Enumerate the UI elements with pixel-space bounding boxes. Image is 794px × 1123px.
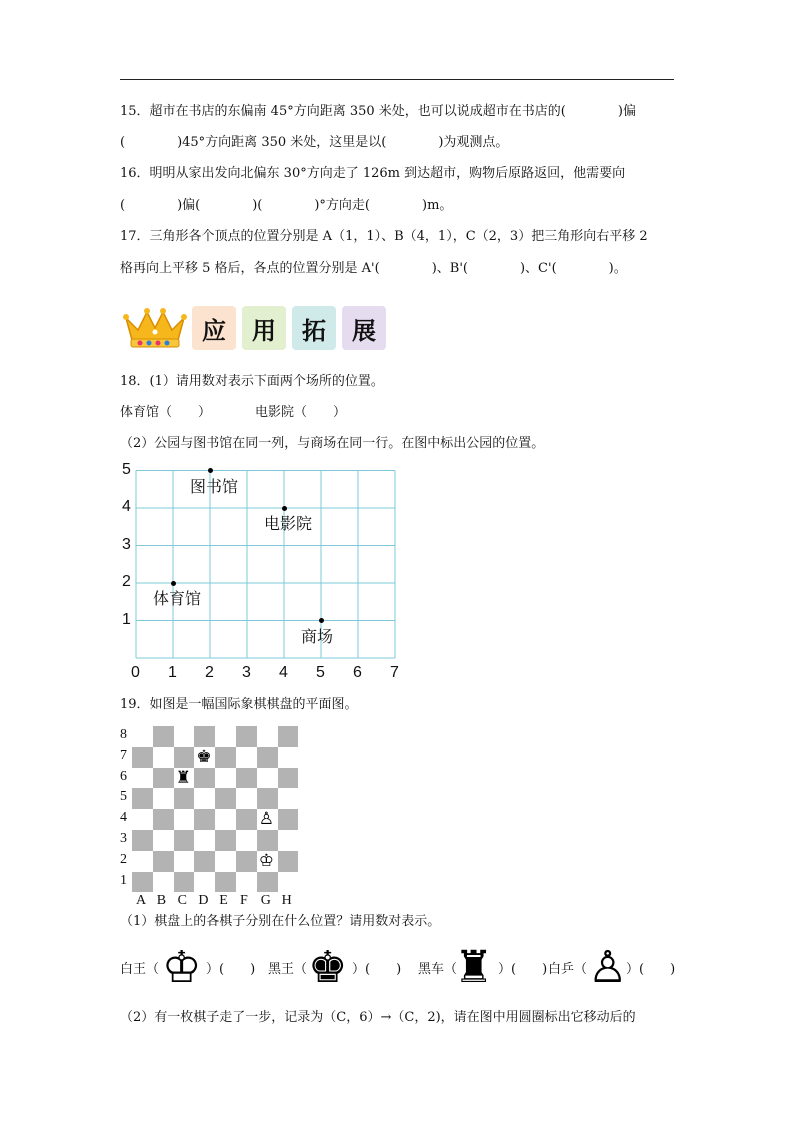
white-pawn-piece-icon: ♙ bbox=[258, 809, 275, 830]
header-char-ying: 应 bbox=[192, 306, 236, 350]
board-square bbox=[194, 872, 215, 893]
black-king-icon: ♚ bbox=[308, 942, 348, 993]
board-square bbox=[194, 809, 215, 830]
place-label: 商场 bbox=[301, 626, 334, 646]
board-square bbox=[132, 747, 153, 768]
x-axis-label: 1 bbox=[168, 664, 177, 681]
question-19-part-1: （1）棋盘上的各棋子分别在什么位置？请用数对表示。 bbox=[120, 914, 441, 929]
x-axis-label: 0 bbox=[131, 664, 140, 681]
x-axis-label: 7 bbox=[390, 664, 399, 681]
board-square bbox=[257, 788, 278, 809]
column-label: A bbox=[136, 893, 147, 909]
place-label: 电影院 bbox=[264, 514, 313, 533]
y-axis-label: 5 bbox=[122, 460, 131, 478]
board-square bbox=[132, 851, 153, 872]
white-king-blank: ）( ) bbox=[206, 962, 256, 977]
board-square bbox=[236, 768, 257, 789]
white-pawn-icon: ♙ bbox=[588, 942, 628, 993]
place-point bbox=[319, 618, 324, 623]
board-square bbox=[278, 747, 299, 768]
board-square bbox=[278, 809, 299, 830]
board-square bbox=[215, 768, 236, 789]
board-square bbox=[194, 830, 215, 851]
place-point bbox=[171, 581, 176, 586]
black-king-blank: ）( ) bbox=[352, 962, 402, 977]
board-square bbox=[153, 809, 174, 830]
gym-answer: 体育馆（ ） bbox=[120, 405, 212, 420]
black-rook-blank: ）( ) bbox=[498, 962, 548, 977]
black-rook-icon: ♜ bbox=[454, 942, 494, 993]
board-square bbox=[132, 726, 153, 747]
question-19-title: 19．如图是一幅国际象棋棋盘的平面图。 bbox=[120, 697, 358, 712]
board-square bbox=[153, 872, 174, 893]
board-square bbox=[132, 768, 153, 789]
board-square bbox=[257, 872, 278, 893]
question-15-line-1: 15．超市在书店的东偏南 45°方向距离 350 米处，也可以说成超市在书店的( )偏 bbox=[120, 104, 636, 119]
board-square bbox=[194, 851, 215, 872]
board-square bbox=[153, 768, 174, 789]
board-square bbox=[278, 830, 299, 851]
y-axis-label: 1 bbox=[122, 610, 131, 628]
board-square bbox=[278, 726, 299, 747]
x-axis-label: 5 bbox=[316, 664, 325, 681]
row-label: 7 bbox=[120, 747, 127, 763]
board-square bbox=[236, 851, 257, 872]
header-char-yong: 用 bbox=[242, 306, 286, 350]
x-axis-label: 2 bbox=[205, 664, 214, 681]
board-square bbox=[278, 768, 299, 789]
place-label: 体育馆 bbox=[153, 589, 202, 608]
board-square bbox=[257, 747, 278, 768]
place-point bbox=[282, 506, 287, 511]
black-rook-piece-icon: ♜ bbox=[175, 767, 191, 788]
x-axis-label: 3 bbox=[242, 664, 251, 681]
board-square bbox=[278, 851, 299, 872]
black-king-label: 黑王（ bbox=[268, 962, 308, 977]
board-square bbox=[215, 809, 236, 830]
question-16-line-2: ( )偏( )( )°方向走( )m。 bbox=[120, 198, 453, 213]
board-square bbox=[236, 788, 257, 809]
question-16-line-1: 16．明明从家出发向北偏东 30°方向走了 126m 到达超市，购物后原路返回，他需要向 bbox=[120, 166, 626, 181]
board-square bbox=[174, 747, 195, 768]
board-square bbox=[153, 747, 174, 768]
board-square bbox=[174, 830, 195, 851]
row-label: 4 bbox=[120, 810, 127, 826]
column-label: F bbox=[240, 893, 248, 909]
board-square bbox=[278, 872, 299, 893]
board-square bbox=[236, 830, 257, 851]
board-square bbox=[153, 726, 174, 747]
white-king-label: 白王（ bbox=[120, 962, 160, 977]
board-square bbox=[215, 726, 236, 747]
board-square bbox=[215, 872, 236, 893]
column-label: B bbox=[156, 893, 167, 909]
board-square bbox=[194, 726, 215, 747]
row-label: 6 bbox=[120, 768, 127, 784]
x-axis-label: 6 bbox=[353, 664, 362, 681]
header-char-tuo: 拓 bbox=[292, 306, 336, 350]
question-17-line-1: 17．三角形各个顶点的位置分别是 A（1，1）、B（4，1），C（2，3）把三角形向右平移 2 bbox=[120, 229, 648, 244]
place-point bbox=[208, 468, 213, 473]
white-king-piece-icon: ♔ bbox=[258, 850, 275, 871]
board-square bbox=[215, 830, 236, 851]
board-square bbox=[236, 872, 257, 893]
board-square bbox=[215, 788, 236, 809]
board-square bbox=[236, 726, 257, 747]
column-label: G bbox=[260, 893, 271, 909]
question-18-part-2: （2）公园与图书馆在同一列，与商场在同一行。在图中标出公园的位置。 bbox=[120, 436, 545, 451]
question-17-line-2: 格再向上平移 5 格后，各点的位置分别是 A'( )、B'( )、C'( )。 bbox=[120, 261, 627, 276]
board-square bbox=[174, 851, 195, 872]
column-label: H bbox=[281, 893, 292, 909]
y-axis-label: 2 bbox=[122, 573, 131, 590]
board-square bbox=[257, 768, 278, 789]
board-square bbox=[215, 851, 236, 872]
board-square bbox=[153, 788, 174, 809]
board-square bbox=[257, 830, 278, 851]
black-king-piece-icon: ♚ bbox=[196, 746, 212, 767]
board-square bbox=[174, 788, 195, 809]
column-label: C bbox=[177, 893, 187, 909]
black-rook-label: 黑车（ bbox=[418, 962, 458, 977]
board-square bbox=[236, 747, 257, 768]
question-19-part-2: （2）有一枚棋子走了一步，记录为（C，6）→（C，2)，请在图中用圆圈标出它移动后的 bbox=[120, 1010, 636, 1025]
question-15-line-2: ( )45°方向距离 350 米处，这里是以( )为观测点。 bbox=[120, 135, 509, 150]
board-square bbox=[132, 809, 153, 830]
question-18-part-1: 18．(1）请用数对表示下面两个场所的位置。 bbox=[120, 374, 384, 389]
column-label: D bbox=[198, 893, 209, 909]
row-label: 1 bbox=[120, 872, 127, 888]
white-pawn-blank: ）( ) bbox=[626, 962, 676, 977]
place-label: 图书馆 bbox=[190, 476, 239, 496]
header-char-zhan: 展 bbox=[342, 306, 386, 350]
board-square bbox=[278, 788, 299, 809]
white-pawn-label: 白乒（ bbox=[548, 962, 588, 977]
x-axis-label: 4 bbox=[279, 664, 288, 681]
column-label: E bbox=[219, 893, 228, 909]
board-square bbox=[174, 872, 195, 893]
board-square bbox=[257, 726, 278, 747]
y-axis-label: 4 bbox=[122, 498, 131, 515]
board-square bbox=[194, 768, 215, 789]
board-square bbox=[174, 726, 195, 747]
board-square bbox=[215, 747, 236, 768]
row-label: 5 bbox=[120, 789, 127, 805]
board-square bbox=[153, 851, 174, 872]
board-square bbox=[174, 809, 195, 830]
white-king-icon: ♔ bbox=[162, 942, 202, 993]
board-square bbox=[236, 809, 257, 830]
board-square bbox=[194, 788, 215, 809]
board-square bbox=[132, 788, 153, 809]
row-label: 3 bbox=[120, 831, 127, 846]
cinema-answer: 电影院（ ） bbox=[255, 405, 347, 420]
board-square bbox=[153, 830, 174, 851]
board-square bbox=[132, 872, 153, 893]
board-square bbox=[132, 830, 153, 851]
row-label: 2 bbox=[120, 851, 127, 867]
y-axis-label: 3 bbox=[122, 535, 131, 553]
row-label: 8 bbox=[120, 727, 127, 742]
